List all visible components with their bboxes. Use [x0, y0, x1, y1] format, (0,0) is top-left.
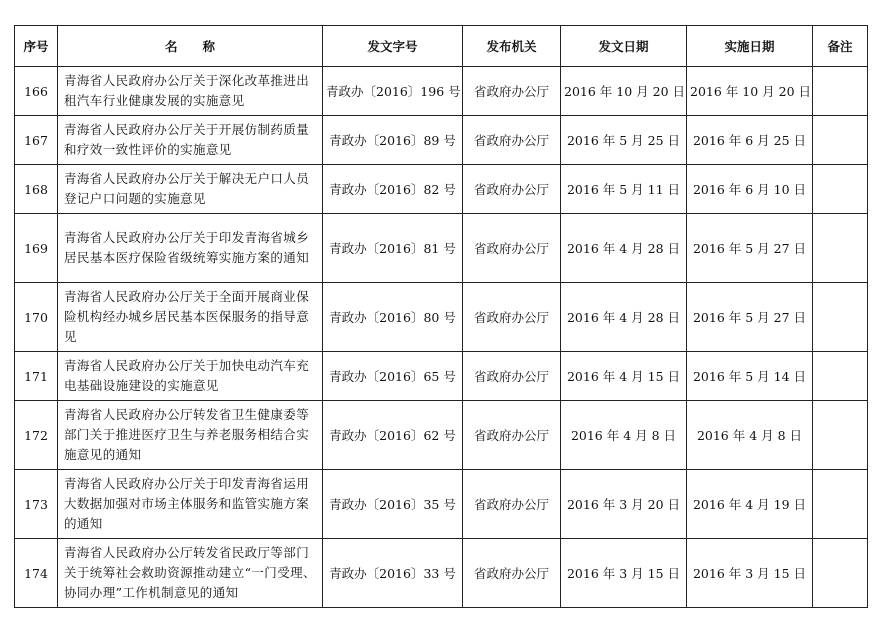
row-issuer: 省政府办公厅	[463, 214, 561, 283]
row-issue-date: 2016 年 3 月 15 日	[561, 539, 687, 608]
row-effective-date: 2016 年 6 月 10 日	[687, 165, 813, 214]
row-doc-no: 青政办〔2016〕65 号	[323, 352, 463, 401]
row-effective-date: 2016 年 4 月 19 日	[687, 470, 813, 539]
row-issue-date: 2016 年 4 月 28 日	[561, 214, 687, 283]
row-seq: 169	[15, 214, 58, 283]
row-issue-date: 2016 年 5 月 11 日	[561, 165, 687, 214]
row-issuer: 省政府办公厅	[463, 283, 561, 352]
header-issue-date: 发文日期	[561, 26, 687, 67]
header-remark: 备注	[813, 26, 868, 67]
row-name: 青海省人民政府办公厅关于印发青海省运用大数据加强对市场主体服务和监管实施方案的通知	[58, 470, 323, 539]
row-issuer: 省政府办公厅	[463, 401, 561, 470]
row-seq: 168	[15, 165, 58, 214]
row-seq: 174	[15, 539, 58, 608]
row-remark	[813, 116, 868, 165]
header-issuer: 发布机关	[463, 26, 561, 67]
table-row	[15, 352, 868, 401]
table-row	[15, 214, 868, 283]
row-doc-no: 青政办〔2016〕33 号	[323, 539, 463, 608]
row-remark	[813, 283, 868, 352]
row-doc-no: 青政办〔2016〕196 号	[323, 67, 463, 116]
row-issue-date: 2016 年 4 月 8 日	[561, 401, 687, 470]
row-issuer: 省政府办公厅	[463, 470, 561, 539]
row-effective-date: 2016 年 5 月 27 日	[687, 214, 813, 283]
row-remark	[813, 214, 868, 283]
row-seq: 166	[15, 67, 58, 116]
row-issue-date: 2016 年 10 月 20 日	[561, 67, 687, 116]
row-remark	[813, 470, 868, 539]
table-row	[15, 539, 868, 608]
row-doc-no: 青政办〔2016〕82 号	[323, 165, 463, 214]
row-effective-date: 2016 年 4 月 8 日	[687, 401, 813, 470]
table-row	[15, 165, 868, 214]
header-doc-no: 发文字号	[323, 26, 463, 67]
row-seq: 171	[15, 352, 58, 401]
row-doc-no: 青政办〔2016〕62 号	[323, 401, 463, 470]
table-row	[15, 470, 868, 539]
row-name: 青海省人民政府办公厅转发省卫生健康委等部门关于推进医疗卫生与养老服务相结合实施意见的通知	[58, 401, 323, 470]
row-seq: 172	[15, 401, 58, 470]
row-effective-date: 2016 年 6 月 25 日	[687, 116, 813, 165]
row-name: 青海省人民政府办公厅关于印发青海省城乡居民基本医疗保险省级统筹实施方案的通知	[58, 214, 323, 283]
row-effective-date: 2016 年 5 月 14 日	[687, 352, 813, 401]
row-name: 青海省人民政府办公厅关于深化改革推进出租汽车行业健康发展的实施意见	[58, 67, 323, 116]
row-remark	[813, 165, 868, 214]
table-row	[15, 116, 868, 165]
row-name: 青海省人民政府办公厅转发省民政厅等部门关于统筹社会救助资源推动建立“一门受理、协同办理”工作机制意见的通知	[58, 539, 323, 608]
row-remark	[813, 539, 868, 608]
row-remark	[813, 352, 868, 401]
row-remark	[813, 401, 868, 470]
row-name: 青海省人民政府办公厅关于全面开展商业保险机构经办城乡居民基本医保服务的指导意见	[58, 283, 323, 352]
row-issue-date: 2016 年 5 月 25 日	[561, 116, 687, 165]
row-issue-date: 2016 年 4 月 15 日	[561, 352, 687, 401]
row-issue-date: 2016 年 4 月 28 日	[561, 283, 687, 352]
row-remark	[813, 67, 868, 116]
table-row	[15, 401, 868, 470]
row-issuer: 省政府办公厅	[463, 165, 561, 214]
row-name: 青海省人民政府办公厅关于解决无户口人员登记户口问题的实施意见	[58, 165, 323, 214]
header-seq: 序号	[15, 26, 58, 67]
table-row	[15, 283, 868, 352]
row-doc-no: 青政办〔2016〕81 号	[323, 214, 463, 283]
row-effective-date: 2016 年 10 月 20 日	[687, 67, 813, 116]
row-issuer: 省政府办公厅	[463, 67, 561, 116]
row-doc-no: 青政办〔2016〕80 号	[323, 283, 463, 352]
row-doc-no: 青政办〔2016〕35 号	[323, 470, 463, 539]
row-name: 青海省人民政府办公厅关于加快电动汽车充电基础设施建设的实施意见	[58, 352, 323, 401]
row-name: 青海省人民政府办公厅关于开展仿制药质量和疗效一致性评价的实施意见	[58, 116, 323, 165]
row-issuer: 省政府办公厅	[463, 116, 561, 165]
row-effective-date: 2016 年 3 月 15 日	[687, 539, 813, 608]
row-doc-no: 青政办〔2016〕89 号	[323, 116, 463, 165]
header-effective-date: 实施日期	[687, 26, 813, 67]
table-header-row	[15, 26, 868, 67]
header-name: 名 称	[58, 26, 323, 67]
row-issuer: 省政府办公厅	[463, 539, 561, 608]
row-effective-date: 2016 年 5 月 27 日	[687, 283, 813, 352]
row-seq: 167	[15, 116, 58, 165]
row-seq: 170	[15, 283, 58, 352]
table-row	[15, 67, 868, 116]
row-issue-date: 2016 年 3 月 20 日	[561, 470, 687, 539]
row-issuer: 省政府办公厅	[463, 352, 561, 401]
row-seq: 173	[15, 470, 58, 539]
regulations-table	[14, 25, 868, 608]
